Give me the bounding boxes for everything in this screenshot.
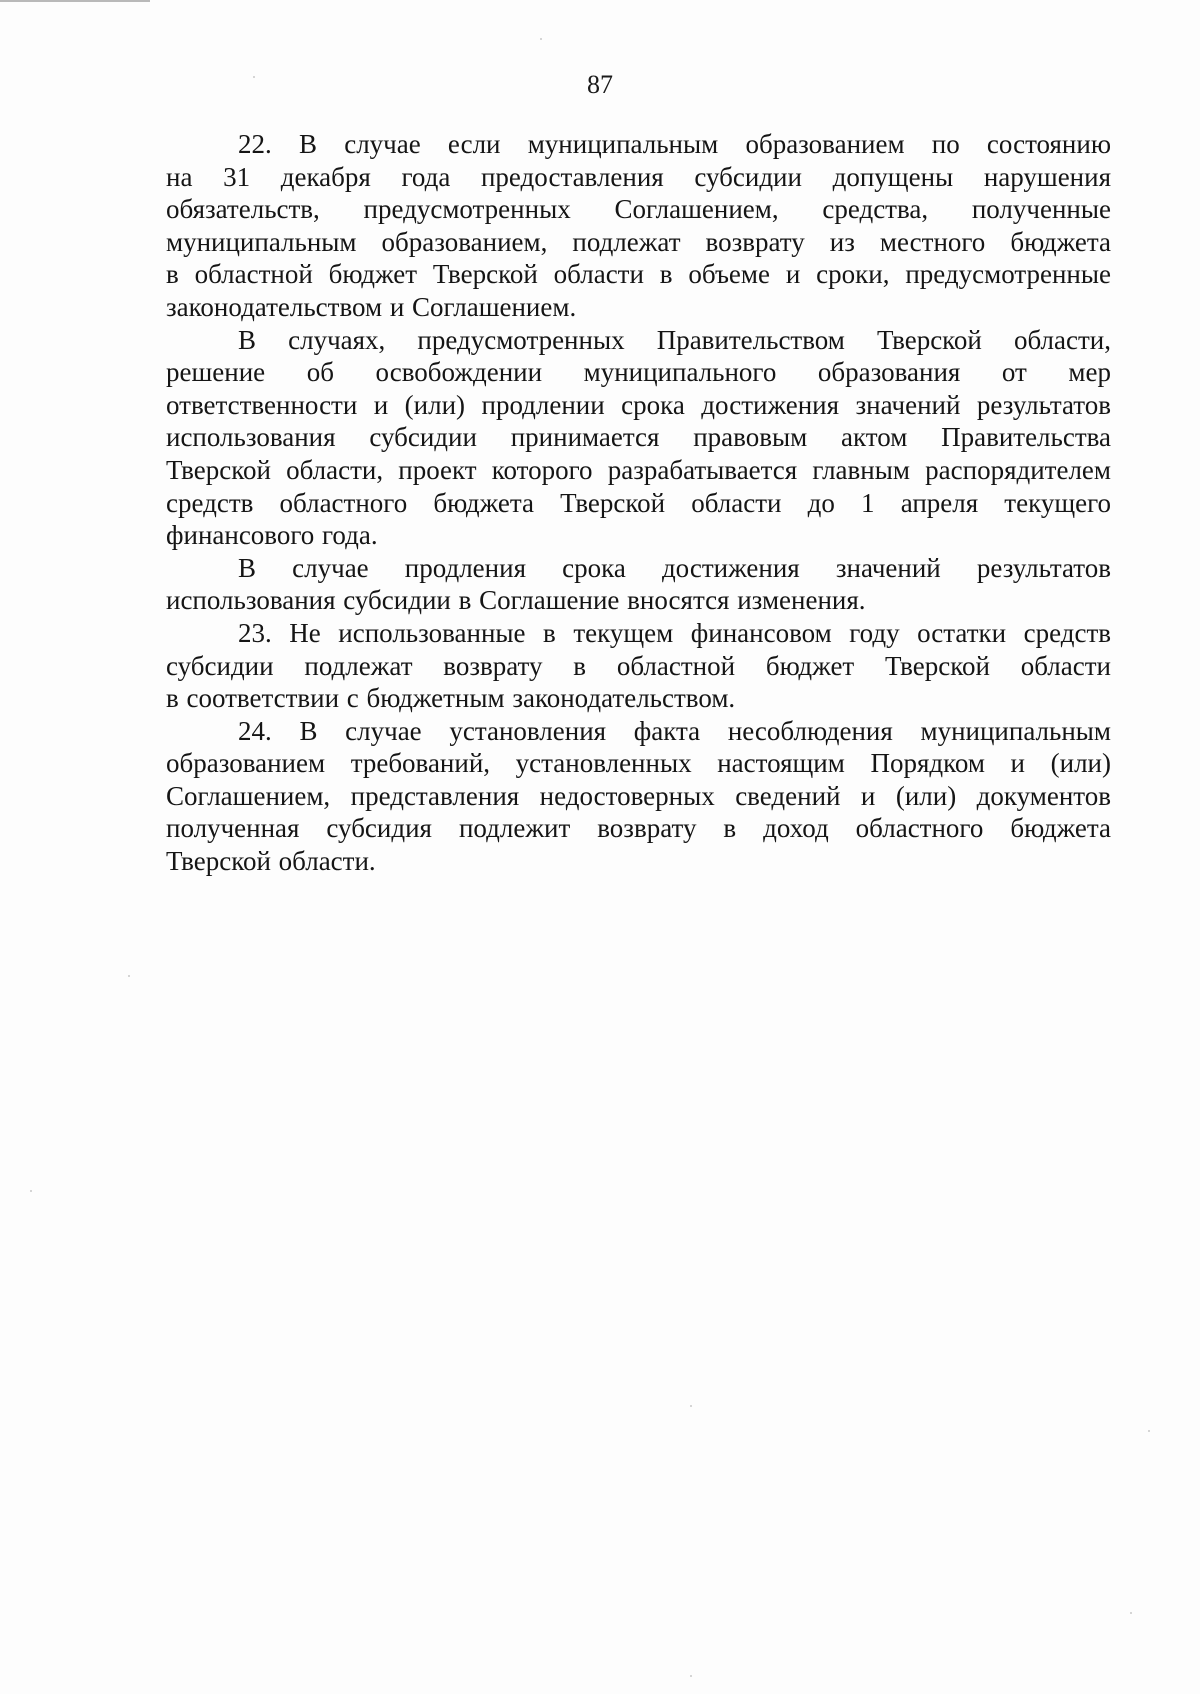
paragraph-23 [166, 617, 1111, 715]
paragraph-cases [166, 324, 1111, 552]
text-line: Тверской области, проект которого разрабатывается главным распорядителем [166, 454, 1111, 485]
scan-speck [128, 975, 130, 977]
scan-speck [690, 1675, 692, 1677]
text-line: муниципальным образованием, подлежат возврату из местного бюджета [166, 226, 1111, 257]
text-line: решение об освобождении муниципального образования от мер [166, 357, 1111, 388]
text-line: Тверской области. [166, 846, 376, 877]
text-line: использования субсидии принимается правовым актом Правительства [166, 422, 1111, 453]
text-line: использования субсидии в Соглашение вносятся изменения. [166, 585, 866, 616]
text-line: полученная субсидия подлежит возврату в доход областного бюджета [166, 813, 1111, 844]
paragraph-extension [166, 552, 1111, 617]
text-line: обязательств, предусмотренных Соглашением, средства, полученные [166, 194, 1111, 225]
text-line: субсидии подлежат возврату в областной бюджет Тверской области [166, 650, 1111, 681]
paragraph-24 [166, 715, 1111, 878]
scan-edge-mark [0, 0, 150, 2]
text-line: в соответствии с бюджетным законодательством. [166, 683, 736, 714]
text-line: В случаях, предусмотренных Правительством Тверской области, [238, 324, 1111, 355]
text-line: Соглашением, представления недостоверных сведений и (или) документов [166, 780, 1111, 811]
text-line: законодательством и Соглашением. [166, 291, 577, 322]
scan-speck [1148, 1430, 1150, 1432]
paragraph-22 [166, 128, 1111, 324]
text-line: 24. В случае установления факта несоблюдения муниципальным [238, 715, 1111, 746]
text-line: средств областного бюджета Тверской области до 1 апреля текущего [166, 487, 1111, 518]
scan-speck [253, 76, 255, 78]
text-line: финансового года. [166, 520, 378, 551]
document-body [166, 128, 1111, 878]
text-line: 23. Не использованные в текущем финансовом году остатки средств [238, 617, 1111, 648]
text-line: 22. В случае если муниципальным образованием по состоянию [238, 129, 1111, 159]
text-line: образованием требований, установленных настоящим Порядком и (или) [166, 748, 1111, 779]
scan-speck [690, 1405, 692, 1407]
scan-speck [1130, 1612, 1132, 1614]
scan-speck [30, 1190, 32, 1192]
text-line: В случае продления срока достижения значений результатов [238, 552, 1111, 583]
scan-speck [540, 38, 542, 40]
text-line: в областной бюджет Тверской области в объеме и сроки, предусмотренные [166, 259, 1111, 290]
page-number: 87 [587, 70, 613, 99]
text-line: на 31 декабря года предоставления субсидии допущены нарушения [166, 161, 1111, 192]
text-line: ответственности и (или) продлении срока достижения значений результатов [166, 389, 1111, 420]
